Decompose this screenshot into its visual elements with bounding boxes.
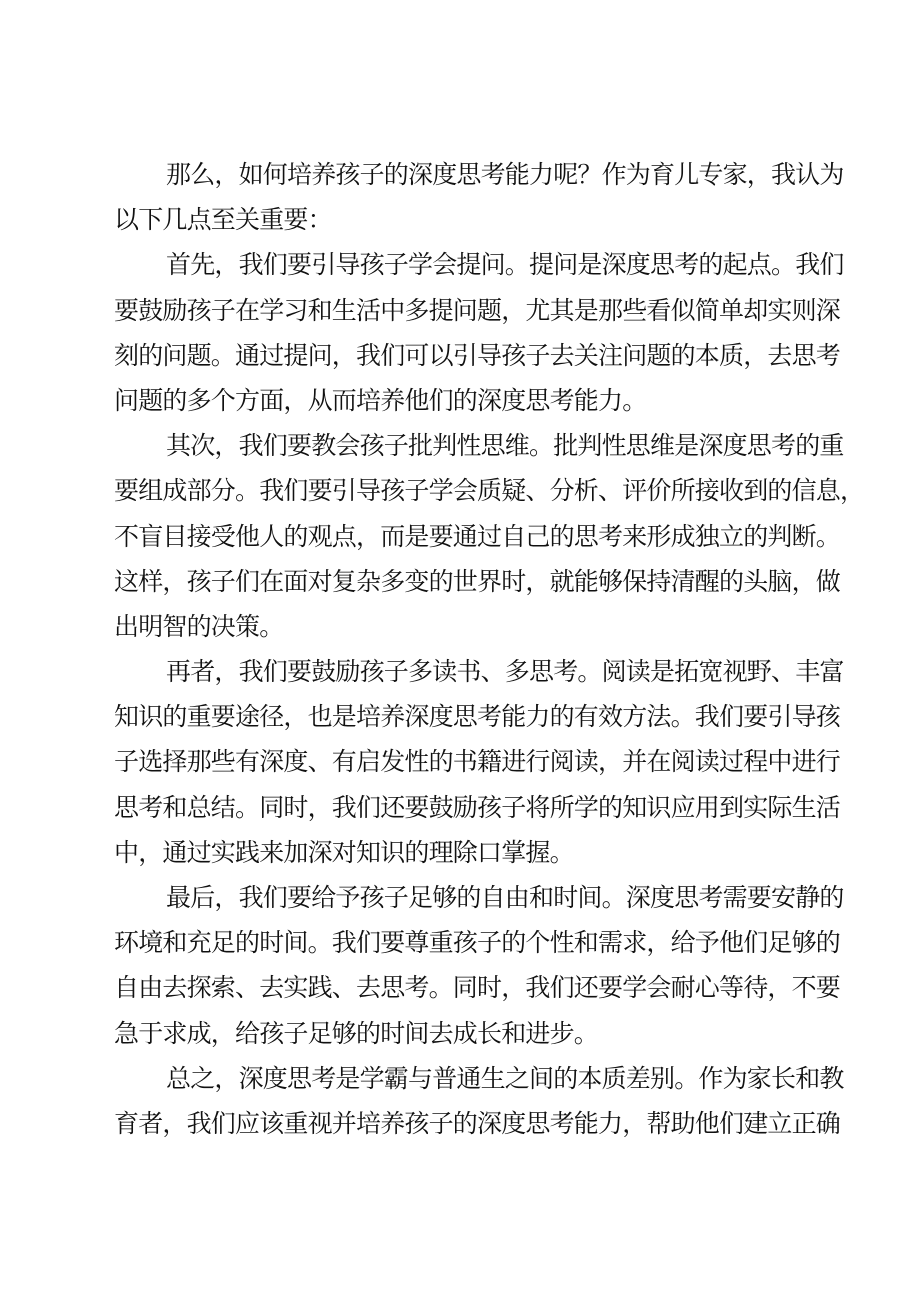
text-line: 要组成部分。我们要引导孩子学会质疑、分析、评价所接收到的信息， bbox=[114, 476, 865, 506]
text-line: 环境和充足的时间。我们要尊重孩子的个性和需求，给予他们足够的 bbox=[114, 928, 841, 958]
paragraph-intro bbox=[114, 152, 844, 242]
document-body bbox=[114, 152, 865, 1146]
paragraph-third bbox=[114, 649, 844, 875]
paragraph-first bbox=[114, 242, 844, 423]
text-line: 育者，我们应该重视并培养孩子的深度思考能力，帮助他们建立正确 bbox=[114, 1108, 841, 1138]
text-line: 出明智的决策。 bbox=[114, 611, 284, 641]
paragraph-fourth bbox=[114, 875, 844, 1056]
text-line: 那么，如何培养孩子的深度思考能力呢？作为育儿专家，我认为 bbox=[166, 160, 844, 189]
text-line: 总之，深度思考是学霸与普通生之间的本质差别。作为家长和教 bbox=[166, 1063, 844, 1093]
text-line: 自由去探索、去实践、去思考。同时，我们还要学会耐心等待，不要 bbox=[114, 973, 841, 1003]
text-line: 刻的问题。通过提问，我们可以引导孩子去关注问题的本质，去思考 bbox=[114, 340, 841, 370]
text-line: 这样，孩子们在面对复杂多变的世界时，就能够保持清醒的头脑，做 bbox=[114, 566, 841, 596]
text-line: 知识的重要途径，也是培养深度思考能力的有效方法。我们要引导孩 bbox=[114, 702, 841, 732]
text-line: 问题的多个方面，从而培养他们的深度思考能力。 bbox=[114, 385, 647, 415]
text-line: 要鼓励孩子在学习和生活中多提问题，尤其是那些看似简单却实则深 bbox=[114, 295, 841, 325]
text-line: 不盲目接受他人的观点，而是要通过自己的思考来形成独立的判断。 bbox=[114, 521, 841, 551]
text-line: 再者，我们要鼓励孩子多读书、多思考。阅读是拓宽视野、丰富 bbox=[166, 657, 844, 687]
text-line: 以下几点至关重要： bbox=[114, 205, 332, 235]
text-line: 思考和总结。同时，我们还要鼓励孩子将所学的知识应用到实际生活 bbox=[114, 792, 841, 822]
text-line: 首先，我们要引导孩子学会提问。提问是深度思考的起点。我们 bbox=[166, 250, 844, 280]
text-line: 中，通过实践来加深对知识的理除口掌握。 bbox=[114, 837, 574, 867]
paragraph-conclusion bbox=[114, 1056, 844, 1146]
text-line: 最后，我们要给予孩子足够的自由和时间。深度思考需要安静的 bbox=[166, 883, 844, 912]
text-line: 急于求成，给孩子足够的时间去成长和进步。 bbox=[114, 1018, 599, 1048]
text-line: 子选择那些有深度、有启发性的书籍进行阅读，并在阅读过程中进行 bbox=[114, 747, 841, 777]
paragraph-second bbox=[114, 423, 865, 649]
text-line: 其次，我们要教会孩子批判性思维。批判性思维是深度思考的重 bbox=[166, 431, 844, 461]
